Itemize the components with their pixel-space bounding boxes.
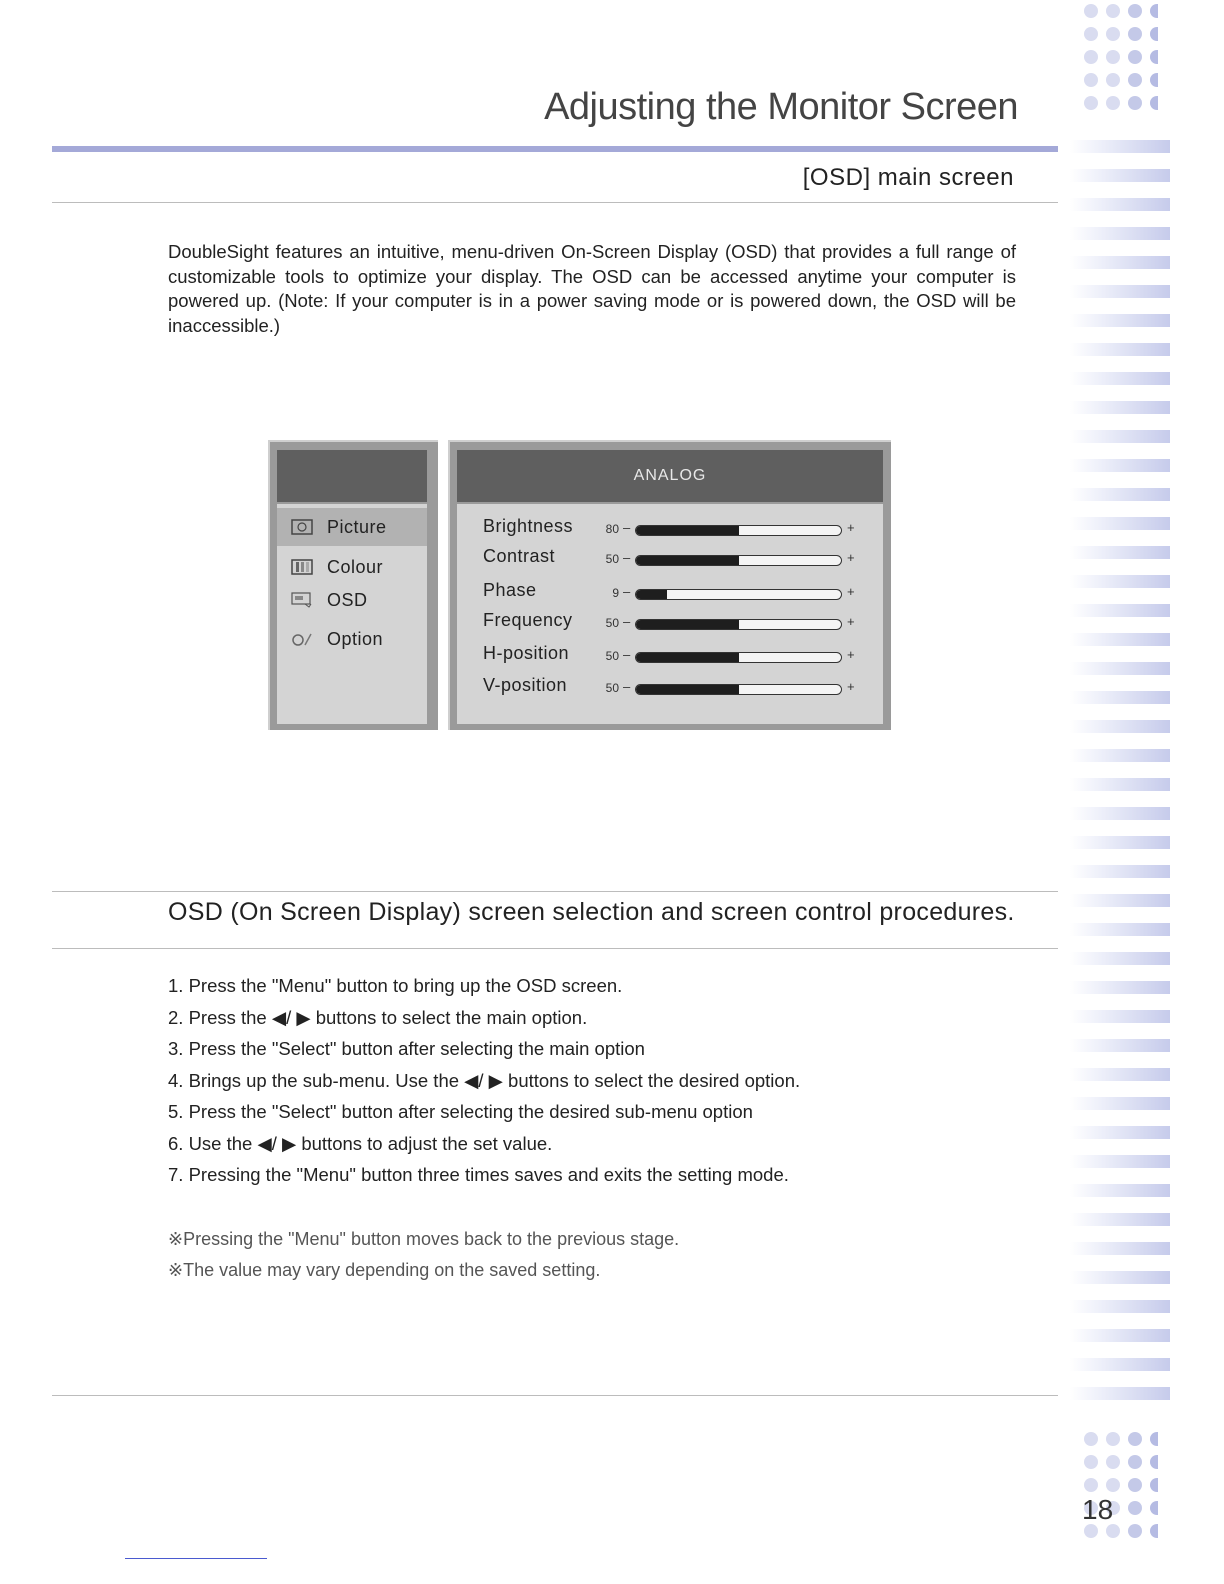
- setting-label: Frequency: [483, 610, 573, 630]
- decorative-bar: [1070, 140, 1170, 153]
- setting-slider[interactable]: [635, 555, 842, 566]
- setting-value: 50: [605, 616, 619, 630]
- osd-setting-row[interactable]: [457, 610, 883, 636]
- increase-icon[interactable]: +: [847, 584, 855, 599]
- step-item: 7. Pressing the "Menu" button three times saves and exits the setting mode.: [168, 1164, 789, 1185]
- slider-fill: [636, 620, 739, 629]
- step-item: 2. Press the ◀/ ▶ buttons to select the main option.: [168, 1006, 588, 1028]
- note-item: ※Pressing the "Menu" button moves back to the previous stage.: [168, 1229, 680, 1249]
- decorative-bar: [1070, 1329, 1170, 1342]
- intro-paragraph: DoubleSight features an intuitive, menu-driven On-Screen Display (OSD) that provides a full range of customizable tools to optimize your display. The OSD can be accessed anytime your computer is powered up. (Note: If your computer is in a power saving mode or is powered down, the OSD will be inaccessible.): [168, 241, 1016, 336]
- divider: [52, 1395, 1058, 1396]
- footer-link-underline: [125, 1558, 267, 1559]
- decorative-bar: [1070, 981, 1170, 994]
- decorative-bar: [1070, 198, 1170, 211]
- decorative-bar: [1070, 604, 1170, 617]
- setting-label: Brightness: [483, 516, 574, 536]
- slider-fill: [636, 685, 739, 694]
- step-item: 3. Press the "Select" button after selecting the main option: [168, 1038, 645, 1059]
- decorative-bar: [1070, 459, 1170, 472]
- setting-value: 50: [605, 649, 619, 663]
- decrease-icon[interactable]: –: [623, 647, 631, 662]
- decorative-bar: [1070, 807, 1170, 820]
- decorative-bars: [1070, 140, 1170, 1416]
- osd-menu-body: [277, 504, 427, 724]
- decorative-bar: [1070, 1010, 1170, 1023]
- osd-settings-panel: [448, 440, 891, 730]
- title-rule: [52, 146, 1058, 152]
- page-number: 18: [1082, 1494, 1114, 1525]
- section-subtitle: [OSD] main screen: [802, 164, 1014, 191]
- osd-menu-item-option[interactable]: [277, 620, 427, 658]
- decorative-bar: [1070, 285, 1170, 298]
- setting-value: 50: [605, 552, 619, 566]
- setting-value: 9: [612, 586, 619, 600]
- decorative-dots-bottom: [1084, 1432, 1180, 1547]
- setting-value: 50: [605, 681, 619, 695]
- setting-slider[interactable]: [635, 525, 842, 536]
- divider: [52, 202, 1058, 203]
- decrease-icon[interactable]: –: [623, 550, 631, 565]
- decorative-bar: [1070, 691, 1170, 704]
- osd-menu-label: Colour: [327, 556, 384, 577]
- decorative-bar: [1070, 1387, 1170, 1400]
- decorative-bar: [1070, 749, 1170, 762]
- decorative-bar: [1070, 314, 1170, 327]
- setting-value: 80: [605, 522, 619, 536]
- decorative-bar: [1070, 836, 1170, 849]
- decorative-bar: [1070, 1300, 1170, 1313]
- decorative-bar: [1070, 778, 1170, 791]
- decorative-bar: [1070, 1358, 1170, 1371]
- osd-settings-body: [457, 504, 883, 724]
- decorative-bar: [1070, 575, 1170, 588]
- decorative-bar: [1070, 1126, 1170, 1139]
- increase-icon[interactable]: +: [847, 647, 855, 662]
- osd-menu-label: Option: [327, 628, 384, 649]
- divider: [52, 948, 1058, 949]
- decorative-bar: [1070, 1213, 1170, 1226]
- decorative-bar: [1070, 923, 1170, 936]
- step-item: 5. Press the "Select" button after selecting the desired sub-menu option: [168, 1101, 753, 1122]
- decorative-bar: [1070, 633, 1170, 646]
- osd-setting-row[interactable]: [457, 580, 883, 606]
- osd-setting-row[interactable]: [457, 675, 883, 701]
- decorative-bar: [1070, 488, 1170, 501]
- setting-slider[interactable]: [635, 652, 842, 663]
- osd-icon: [291, 592, 313, 608]
- notes: [168, 1224, 679, 1286]
- decorative-bar: [1070, 401, 1170, 414]
- procedure-steps: [168, 970, 800, 1191]
- decorative-bar: [1070, 343, 1170, 356]
- osd-setting-row[interactable]: [457, 643, 883, 669]
- decorative-bar: [1070, 894, 1170, 907]
- osd-menu-item-osd[interactable]: [277, 581, 427, 619]
- decrease-icon[interactable]: –: [623, 584, 631, 599]
- decorative-bar: [1070, 256, 1170, 269]
- decorative-dots-top: [1084, 4, 1180, 119]
- divider: [52, 891, 1058, 892]
- decorative-bar: [1070, 662, 1170, 675]
- slider-fill: [636, 556, 739, 565]
- increase-icon[interactable]: +: [847, 679, 855, 694]
- slider-fill: [636, 590, 667, 599]
- setting-slider[interactable]: [635, 619, 842, 630]
- decrease-icon[interactable]: –: [623, 679, 631, 694]
- setting-label: H-position: [483, 643, 570, 663]
- decorative-bar: [1070, 865, 1170, 878]
- osd-menu-label: OSD: [327, 589, 368, 610]
- osd-menu-header: [277, 450, 427, 502]
- decorative-bar: [1070, 952, 1170, 965]
- decrease-icon[interactable]: –: [623, 614, 631, 629]
- decorative-bar: [1070, 1155, 1170, 1168]
- picture-icon: [291, 519, 313, 535]
- setting-label: Phase: [483, 580, 537, 600]
- setting-label: Contrast: [483, 546, 556, 566]
- setting-slider[interactable]: [635, 589, 842, 600]
- decorative-bar: [1070, 517, 1170, 530]
- osd-setting-row[interactable]: [457, 546, 883, 572]
- colour-icon: [291, 559, 313, 575]
- decorative-bar: [1070, 546, 1170, 559]
- decorative-bar: [1070, 227, 1170, 240]
- page-title: Adjusting the Monitor Screen: [544, 86, 1018, 128]
- decrease-icon[interactable]: –: [623, 520, 631, 535]
- decorative-bar: [1070, 169, 1170, 182]
- increase-icon[interactable]: +: [847, 550, 855, 565]
- step-item: 6. Use the ◀/ ▶ buttons to adjust the set value.: [168, 1132, 553, 1154]
- decorative-side-strip: [1070, 0, 1224, 1584]
- note-item: ※The value may vary depending on the saved setting.: [168, 1260, 601, 1280]
- osd-main-menu: [268, 440, 438, 730]
- setting-slider[interactable]: [635, 684, 842, 695]
- decorative-bar: [1070, 1068, 1170, 1081]
- slider-fill: [636, 526, 739, 535]
- decorative-bar: [1070, 1097, 1170, 1110]
- step-item: 1. Press the "Menu" button to bring up the OSD screen.: [168, 975, 623, 996]
- slider-fill: [636, 653, 739, 662]
- decorative-bar: [1070, 430, 1170, 443]
- option-icon: [291, 631, 313, 647]
- procedures-heading: OSD (On Screen Display) screen selection and screen control procedures.: [168, 898, 1015, 926]
- osd-menu-label: Picture: [327, 516, 387, 537]
- decorative-bar: [1070, 372, 1170, 385]
- increase-icon[interactable]: +: [847, 520, 855, 535]
- decorative-bar: [1070, 1184, 1170, 1197]
- osd-menu-item-picture[interactable]: [277, 508, 427, 546]
- decorative-bar: [1070, 1242, 1170, 1255]
- decorative-bar: [1070, 720, 1170, 733]
- setting-label: V-position: [483, 675, 568, 695]
- increase-icon[interactable]: +: [847, 614, 855, 629]
- decorative-bar: [1070, 1039, 1170, 1052]
- osd-panel-title: ANALOG: [457, 450, 883, 502]
- step-item: 4. Brings up the sub-menu. Use the ◀/ ▶ buttons to select the desired option.: [168, 1069, 801, 1091]
- osd-setting-row[interactable]: [457, 516, 883, 542]
- decorative-bar: [1070, 1271, 1170, 1284]
